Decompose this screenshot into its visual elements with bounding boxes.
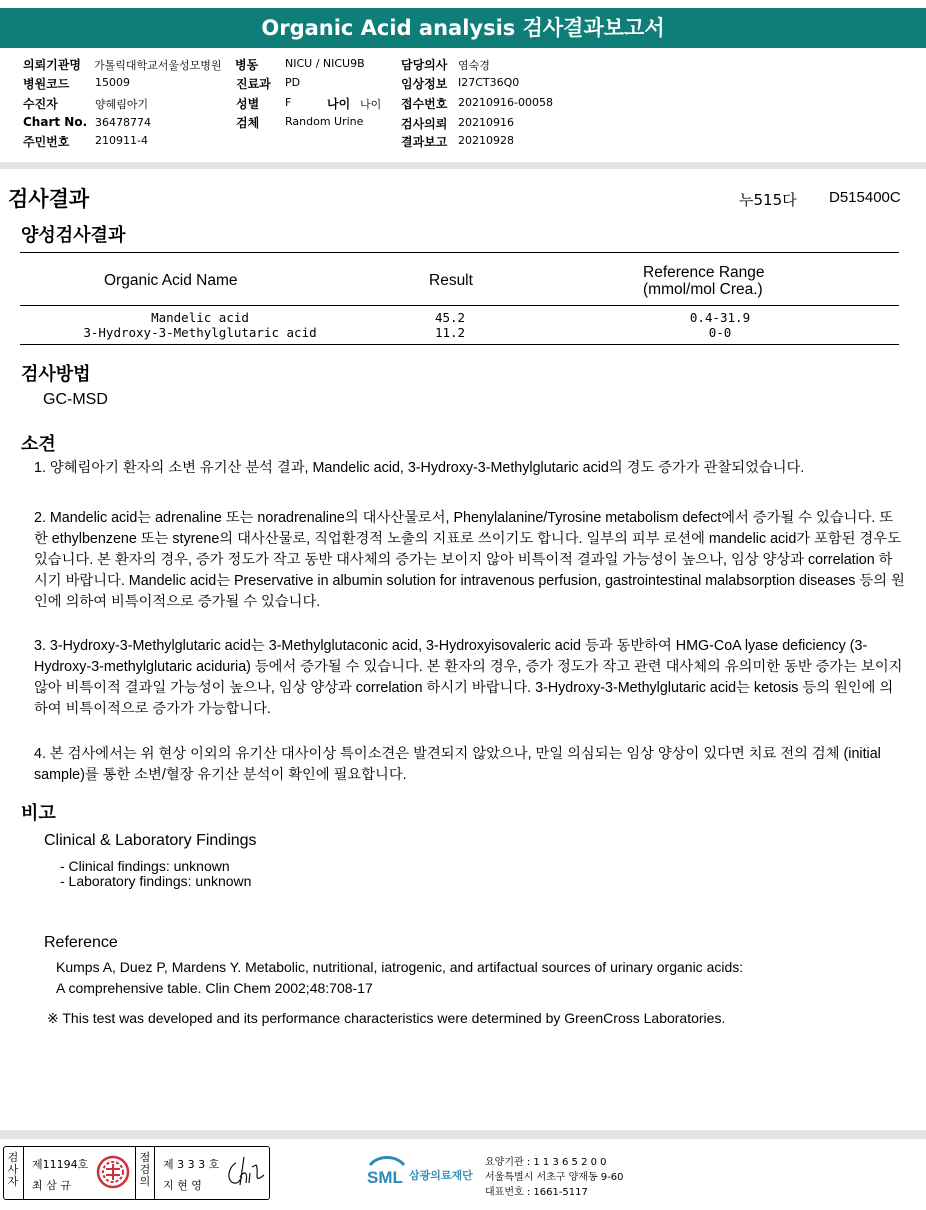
checker-name: 지 현 영 bbox=[163, 1179, 202, 1192]
org-code: 요양기관 : 1 1 3 6 5 2 0 0 bbox=[485, 1157, 607, 1168]
institution-value: 가톨릭대학교서울성모병원 bbox=[94, 59, 222, 72]
footer-divider bbox=[0, 1130, 926, 1139]
divider bbox=[154, 1147, 155, 1199]
sex-value: F bbox=[285, 96, 292, 109]
doctor-label: 담당의사 bbox=[401, 58, 448, 72]
col-header-ref-2: (mmol/mol Crea.) bbox=[643, 281, 763, 298]
patient-value: 양혜림아기 bbox=[95, 98, 149, 111]
finding-4: 4. 본 검사에서는 위 현상 이외의 유기산 대사이상 특이소견은 발견되지 않았으나, 만일 의심되는 임상 양상이 있다면 치료 전의 검체 (initial sample)를 통한 소변/혈장 유기산 분석이 확인에 필요합니다. bbox=[34, 746, 881, 783]
report-date-value: 20210928 bbox=[458, 134, 514, 147]
chart-value: 36478774 bbox=[95, 116, 151, 129]
clinical-info-label: 임상정보 bbox=[401, 77, 448, 91]
positive-heading: 양성검사결과 bbox=[21, 225, 126, 246]
hospital-code-label: 병원코드 bbox=[23, 77, 70, 91]
remarks-heading: 비고 bbox=[21, 803, 56, 824]
checker-label: 점검의 bbox=[139, 1151, 151, 1188]
finding-3: 3. 3-Hydroxy-3-Methylglutaric acid는 3-Methylglutaconic acid, 3-Hydroxyisovaleric acid 등과 동반하여 HMG-CoA lyase deficiency (3-Hydroxy-3-methylglutaric aciduria) 등에서 증가될 수 있습니다. 본 환자의 경우, 증가 정도가 작고 관련 대사체의 유의미한 동반 증가는 보이지 않아 비특이적 결과일 가능성이 높으나, 임상 양상과 correlation 하시기 바랍니다. 3-Hydroxy-3-Methylglutaric acid는 ketosis 등의 원인에 의하여 비특이적으로 증가가 가능합니다. bbox=[34, 638, 903, 717]
ward-label: 병동 bbox=[235, 58, 259, 72]
results-heading: 검사결과 bbox=[8, 187, 90, 211]
clinical-line-2: - Laboratory findings: unknown bbox=[60, 873, 252, 889]
dept-label: 진료과 bbox=[236, 77, 271, 91]
row-result: 45.2 bbox=[434, 310, 466, 325]
specimen-label: 검체 bbox=[236, 116, 260, 130]
org-name: 삼광의료재단 bbox=[409, 1169, 473, 1182]
report-title: Organic Acid analysis 검사결과보고서 bbox=[0, 8, 926, 48]
reference-line-2: A comprehensive table. Clin Chem 2002;48:708-17 bbox=[56, 980, 373, 996]
col-header-ref-1: Reference Range bbox=[643, 264, 765, 281]
receipt-label: 접수번호 bbox=[401, 97, 448, 111]
chart-label: Chart No. bbox=[23, 115, 88, 129]
finding-1: 1. 양혜림아기 환자의 소변 유기산 분석 결과, Mandelic acid, 3-Hydroxy-3-Methylglutaric acid의 경도 증가가 관찰되었습니다. bbox=[34, 460, 805, 476]
handwritten-signature bbox=[222, 1153, 266, 1193]
row-range: 0-0 bbox=[708, 325, 732, 340]
institution-label: 의뢰기관명 bbox=[23, 58, 81, 72]
svg-text:SML: SML bbox=[367, 1168, 403, 1187]
header-divider bbox=[0, 162, 926, 169]
table-row bbox=[20, 325, 899, 341]
signature-box bbox=[3, 1146, 270, 1200]
report-date-label: 결과보고 bbox=[401, 135, 448, 149]
ward-value: NICU / NICU9B bbox=[285, 57, 365, 70]
table-header-rule bbox=[20, 305, 899, 306]
table-top-rule bbox=[20, 252, 899, 253]
table-row bbox=[20, 310, 899, 326]
id-label: 주민번호 bbox=[23, 135, 70, 149]
reference-line-1: Kumps A, Duez P, Mardens Y. Metabolic, nutritional, iatrogenic, and artifactual sources of urinary organic acids: bbox=[56, 959, 744, 975]
sml-logo-icon bbox=[366, 1153, 408, 1191]
col-header-name: Organic Acid Name bbox=[104, 272, 238, 289]
age-label: 나이 bbox=[327, 97, 351, 111]
checker-license: 제 3 3 3 호 bbox=[163, 1158, 220, 1171]
row-range: 0.4-31.9 bbox=[689, 310, 751, 325]
table-bottom-rule bbox=[20, 344, 899, 345]
divider bbox=[135, 1147, 136, 1199]
doctor-value: 염숙경 bbox=[458, 59, 490, 72]
request-date-value: 20210916 bbox=[458, 116, 514, 129]
validation-note: ※ This test was developed and its performance characteristics were determined by GreenCross Laboratories. bbox=[47, 1010, 726, 1026]
tester-label: 검사자 bbox=[7, 1151, 19, 1188]
method-value: GC-MSD bbox=[43, 391, 108, 408]
hospital-code-value: 15009 bbox=[95, 76, 130, 89]
code-2: D515400C bbox=[829, 189, 901, 206]
method-heading: 검사방법 bbox=[21, 364, 91, 385]
row-result: 11.2 bbox=[434, 325, 466, 340]
finding-2: 2. Mandelic acid는 adrenaline 또는 noradrenaline의 대사산물로서, Phenylalanine/Tyrosine metabolism defect에서 증가될 수 있습니다. 또한 ethylbenzene 또는 styrene의 대사산물로, 직업환경적 노출의 지표로 쓰이기도 합니다. 일부의 피부 로션에 mandelic acid가 포함된 경우도 있습니다. 본 환자의 경우, 증가 정도가 작고 동반 대사체의 증가는 보이지 않아 비특이적 결과일 가능성이 높으나, 임상 양상과 correlation 하시기 바랍니다. Mandelic acid는 Preservative in albumin solution for intravenous perfusion, gastrointestinal malabsorption diseases 등의 원인에 의하여 비특이적으로 증가될 수 있습니다. bbox=[34, 510, 905, 610]
clinical-heading: Clinical & Laboratory Findings bbox=[44, 832, 257, 849]
clinical-info-value: I27CT36Q0 bbox=[458, 76, 520, 89]
org-phone: 대표번호 : 1661-5117 bbox=[485, 1187, 588, 1198]
clinical-line-1: - Clinical findings: unknown bbox=[60, 858, 230, 874]
sex-label: 성별 bbox=[236, 97, 260, 111]
receipt-value: 20210916-00058 bbox=[458, 96, 553, 109]
reference-heading: Reference bbox=[44, 934, 118, 951]
code-1: 누515다 bbox=[739, 191, 797, 209]
col-header-result: Result bbox=[429, 272, 473, 289]
seal-stamp-icon bbox=[96, 1155, 130, 1189]
tester-name: 최 삼 규 bbox=[32, 1179, 71, 1192]
age-value: 나이 bbox=[360, 98, 382, 111]
findings-heading: 소견 bbox=[21, 434, 56, 455]
divider bbox=[23, 1147, 24, 1199]
dept-value: PD bbox=[285, 76, 301, 89]
id-value: 210911-4 bbox=[95, 134, 148, 147]
row-name: Mandelic acid bbox=[151, 310, 249, 325]
patient-label: 수진자 bbox=[23, 97, 58, 111]
request-date-label: 검사의뢰 bbox=[401, 117, 448, 131]
org-address: 서울특별시 서초구 양재동 9-60 bbox=[485, 1172, 624, 1183]
tester-license: 제11194호 bbox=[32, 1158, 89, 1171]
row-name: 3-Hydroxy-3-Methylglutaric acid bbox=[83, 325, 317, 340]
specimen-value: Random Urine bbox=[285, 115, 364, 128]
